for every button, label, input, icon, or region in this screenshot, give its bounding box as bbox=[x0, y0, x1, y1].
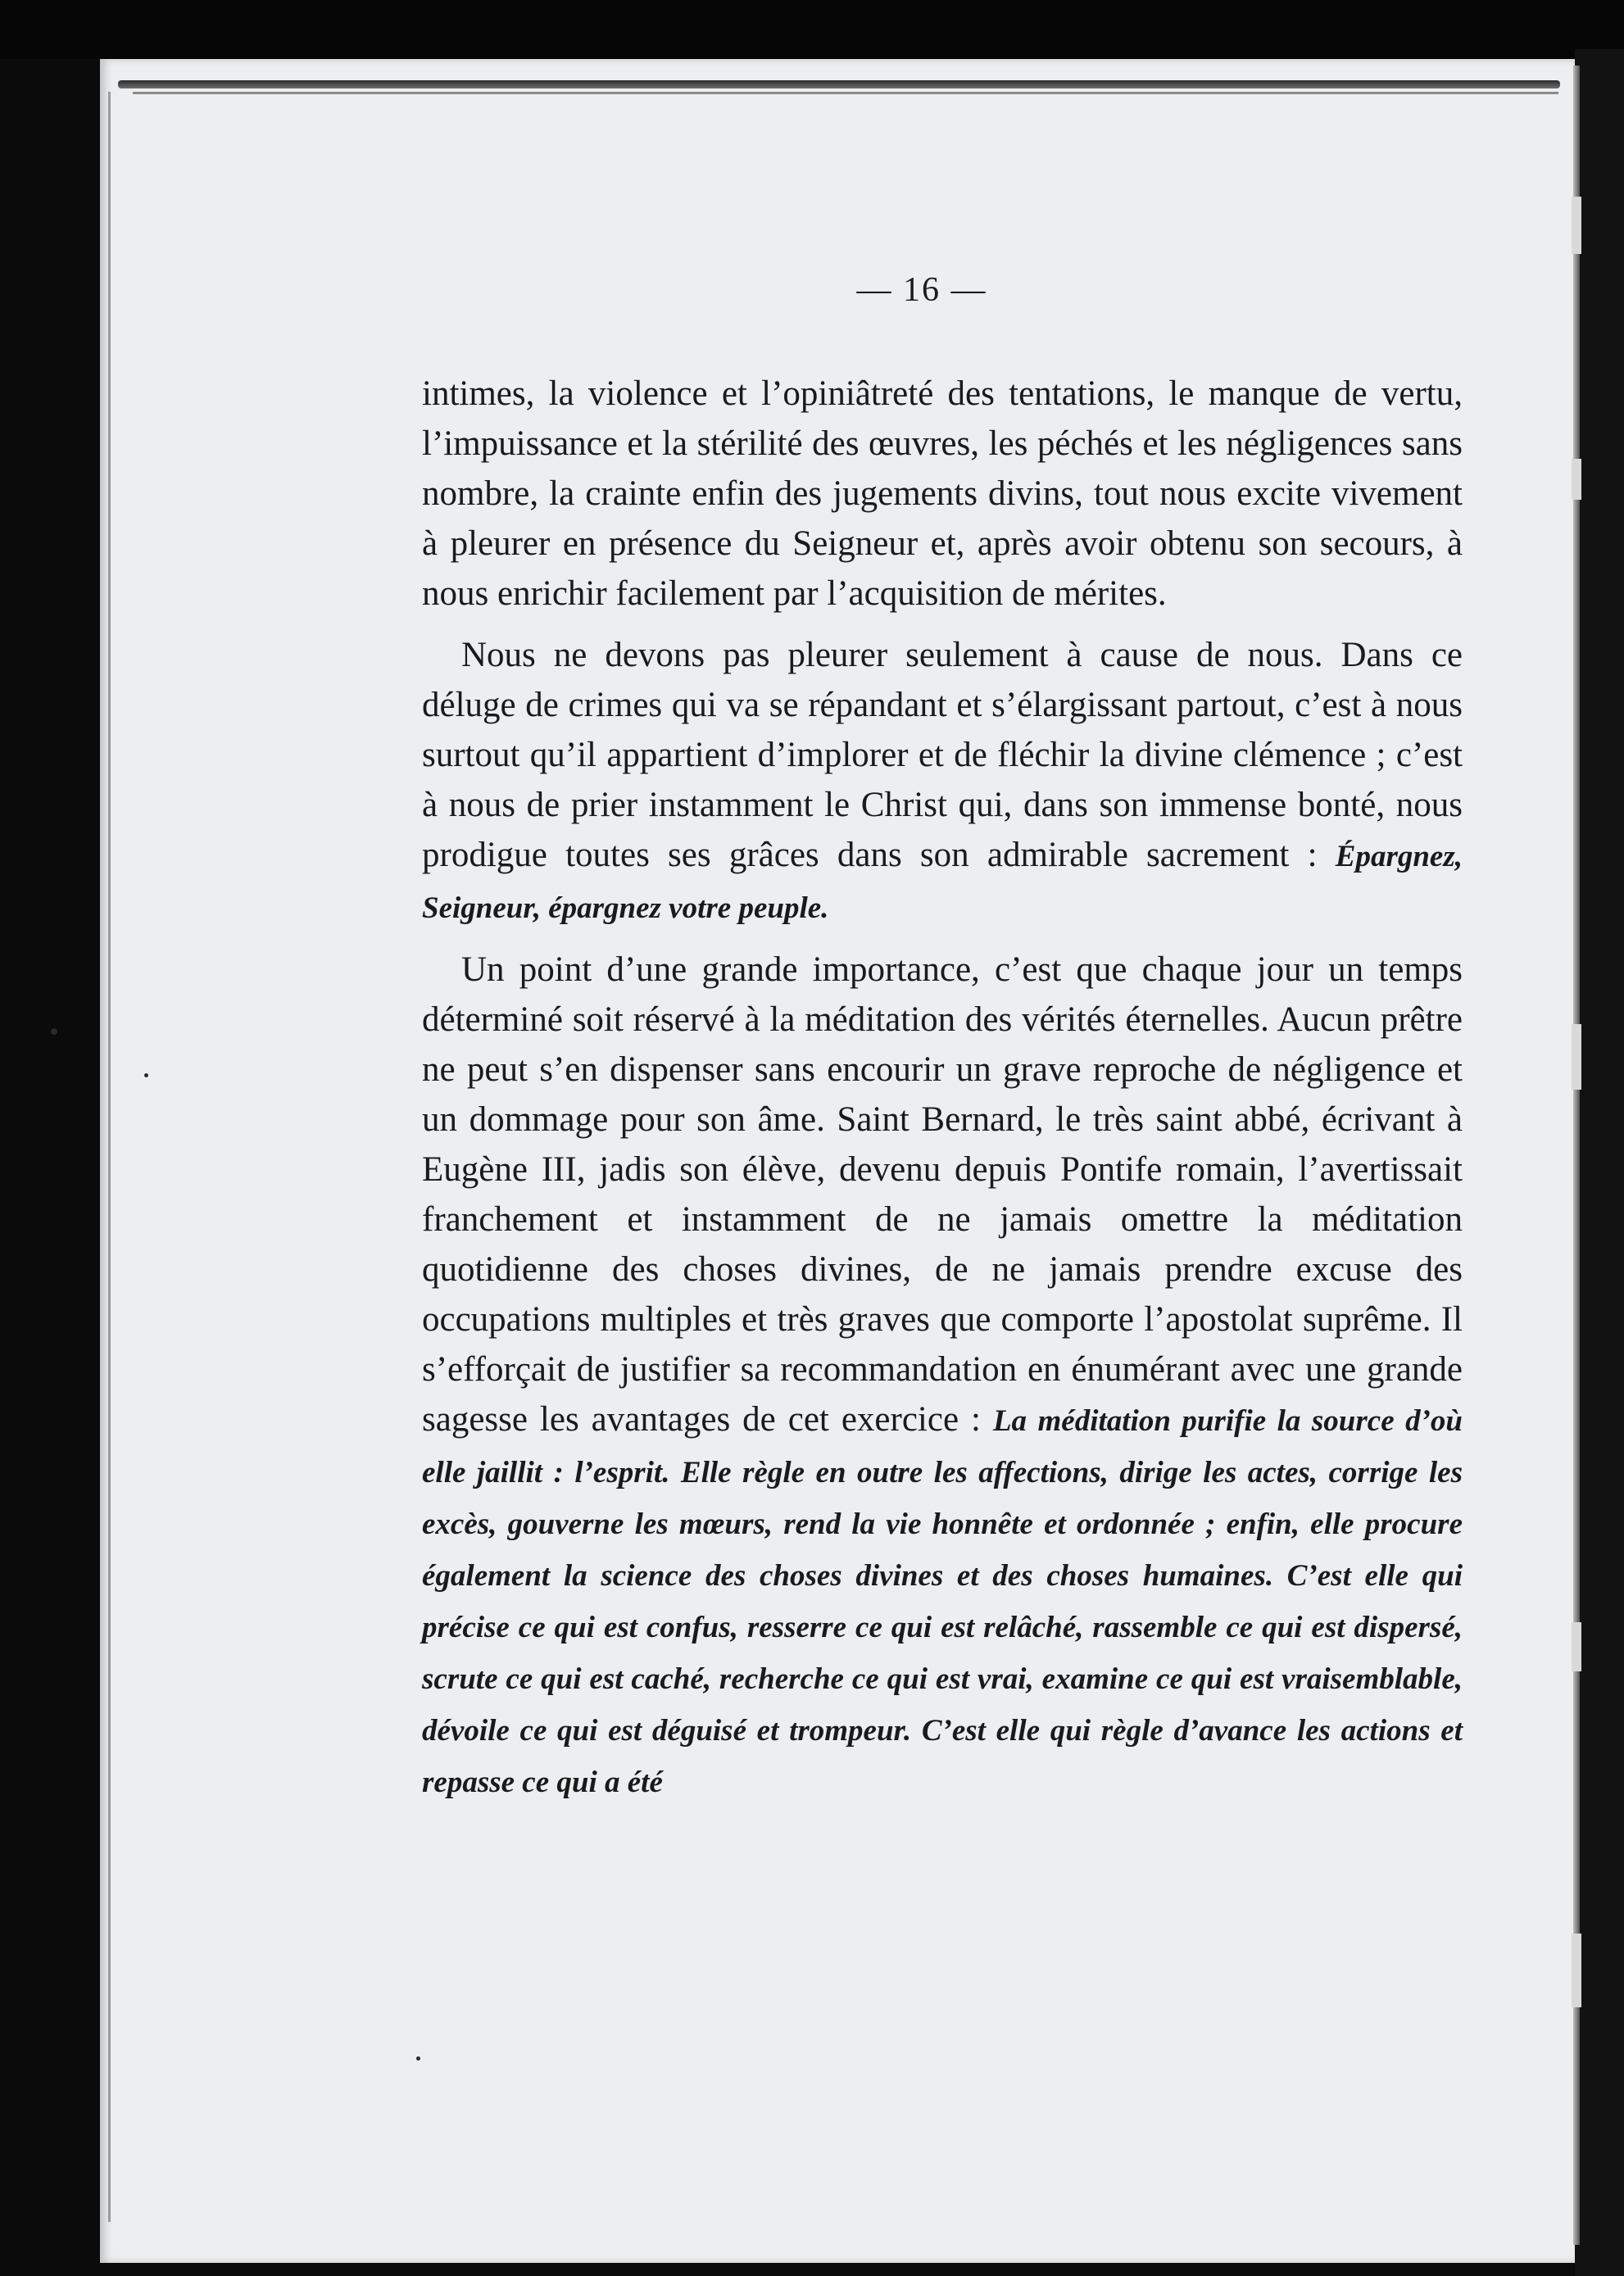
scan-top-border bbox=[0, 0, 1624, 59]
page-number: — 16 — bbox=[856, 271, 987, 309]
page-top-edge-shadow bbox=[133, 92, 1558, 94]
edge-mark bbox=[1572, 1622, 1581, 1671]
edge-mark bbox=[1572, 1024, 1581, 1090]
scan-speck bbox=[51, 1028, 57, 1035]
page-right-edge bbox=[1573, 66, 1580, 2245]
italic-quote: Épargnez, Seigneur, épargnez votre peuple. bbox=[422, 840, 1463, 925]
edge-mark bbox=[1572, 197, 1581, 254]
scan-speck bbox=[144, 1073, 148, 1077]
italic-quote: La méditation purifie la source d’où elle jaillit : l’esprit. Elle règle en outre les affections, dirige les actes, corrige les excès, gouverne les mœurs, rend la vie honnête et ordonnée ; enfin, elle procure également la science des choses divines et des choses humaines. C’est elle qui précise ce qui est confus, resserre ce qui est relâché, rassemble ce qui est dispersé, scrute ce qui est caché, recherche ce qui est vrai, examine ce qui est vraisemblable, dévoile ce qui est déguisé et trompeur. C’est elle qui règle d’avance les actions et repasse ce qui a été bbox=[422, 1404, 1463, 1799]
page-body bbox=[422, 369, 1463, 1819]
scan-speck bbox=[416, 2056, 420, 2061]
page-left-edge bbox=[108, 92, 111, 2222]
paragraph-text: Nous ne devons pas pleurer seulement à cause de nous. Dans ce déluge de crimes qui va se répandant et s’élargissant partout, c’est à nous surtout qu’il appartient d’implorer et de fléchir la divine clémence ; c’est à nous de prier instamment le Christ qui, dans son immense bonté, nous prodigue toutes ses grâces dans son admirable sacrement : bbox=[422, 636, 1463, 874]
scan-right-border bbox=[1575, 49, 1624, 2276]
paragraph-text: intimes, la violence et l’opiniâtreté des tentations, le manque de vertu, l’impuissance et la stérilité des œuvres, les péchés et les négligences sans nombre, la crainte enfin des jugements divins, tout nous excite vivement à pleurer en présence du Seigneur et, après avoir obtenu son secours, à nous enrichir facilement par l’acquisition de mérites. bbox=[422, 374, 1463, 613]
paragraph-text: Un point d’une grande importance, c’est que chaque jour un temps déterminé soit réservé à la méditation des vérités éternelles. Aucun prêtre ne peut s’en dispenser sans encourir un grave reproche de négligence et un dommage pour son âme. Saint Bernard, le très saint abbé, écrivant à Eugène III, jadis son élève, devenu depuis Pontife romain, l’avertissait franchement et instamment de ne jamais omettre la méditation quotidienne des choses divines, de ne jamais prendre excuse des occupations multiples et très graves que comporte l’apostolat suprême. Il s’efforçait de justifier sa recommandation en énumérant avec une grande sagesse les avantages de cet exercice : bbox=[422, 950, 1463, 1439]
edge-mark bbox=[1572, 1934, 1581, 2007]
paragraph-2 bbox=[422, 630, 1463, 933]
edge-mark bbox=[1572, 459, 1581, 500]
page-top-edge bbox=[118, 80, 1560, 88]
paragraph-1 bbox=[422, 369, 1463, 619]
paragraph-3 bbox=[422, 945, 1463, 1807]
